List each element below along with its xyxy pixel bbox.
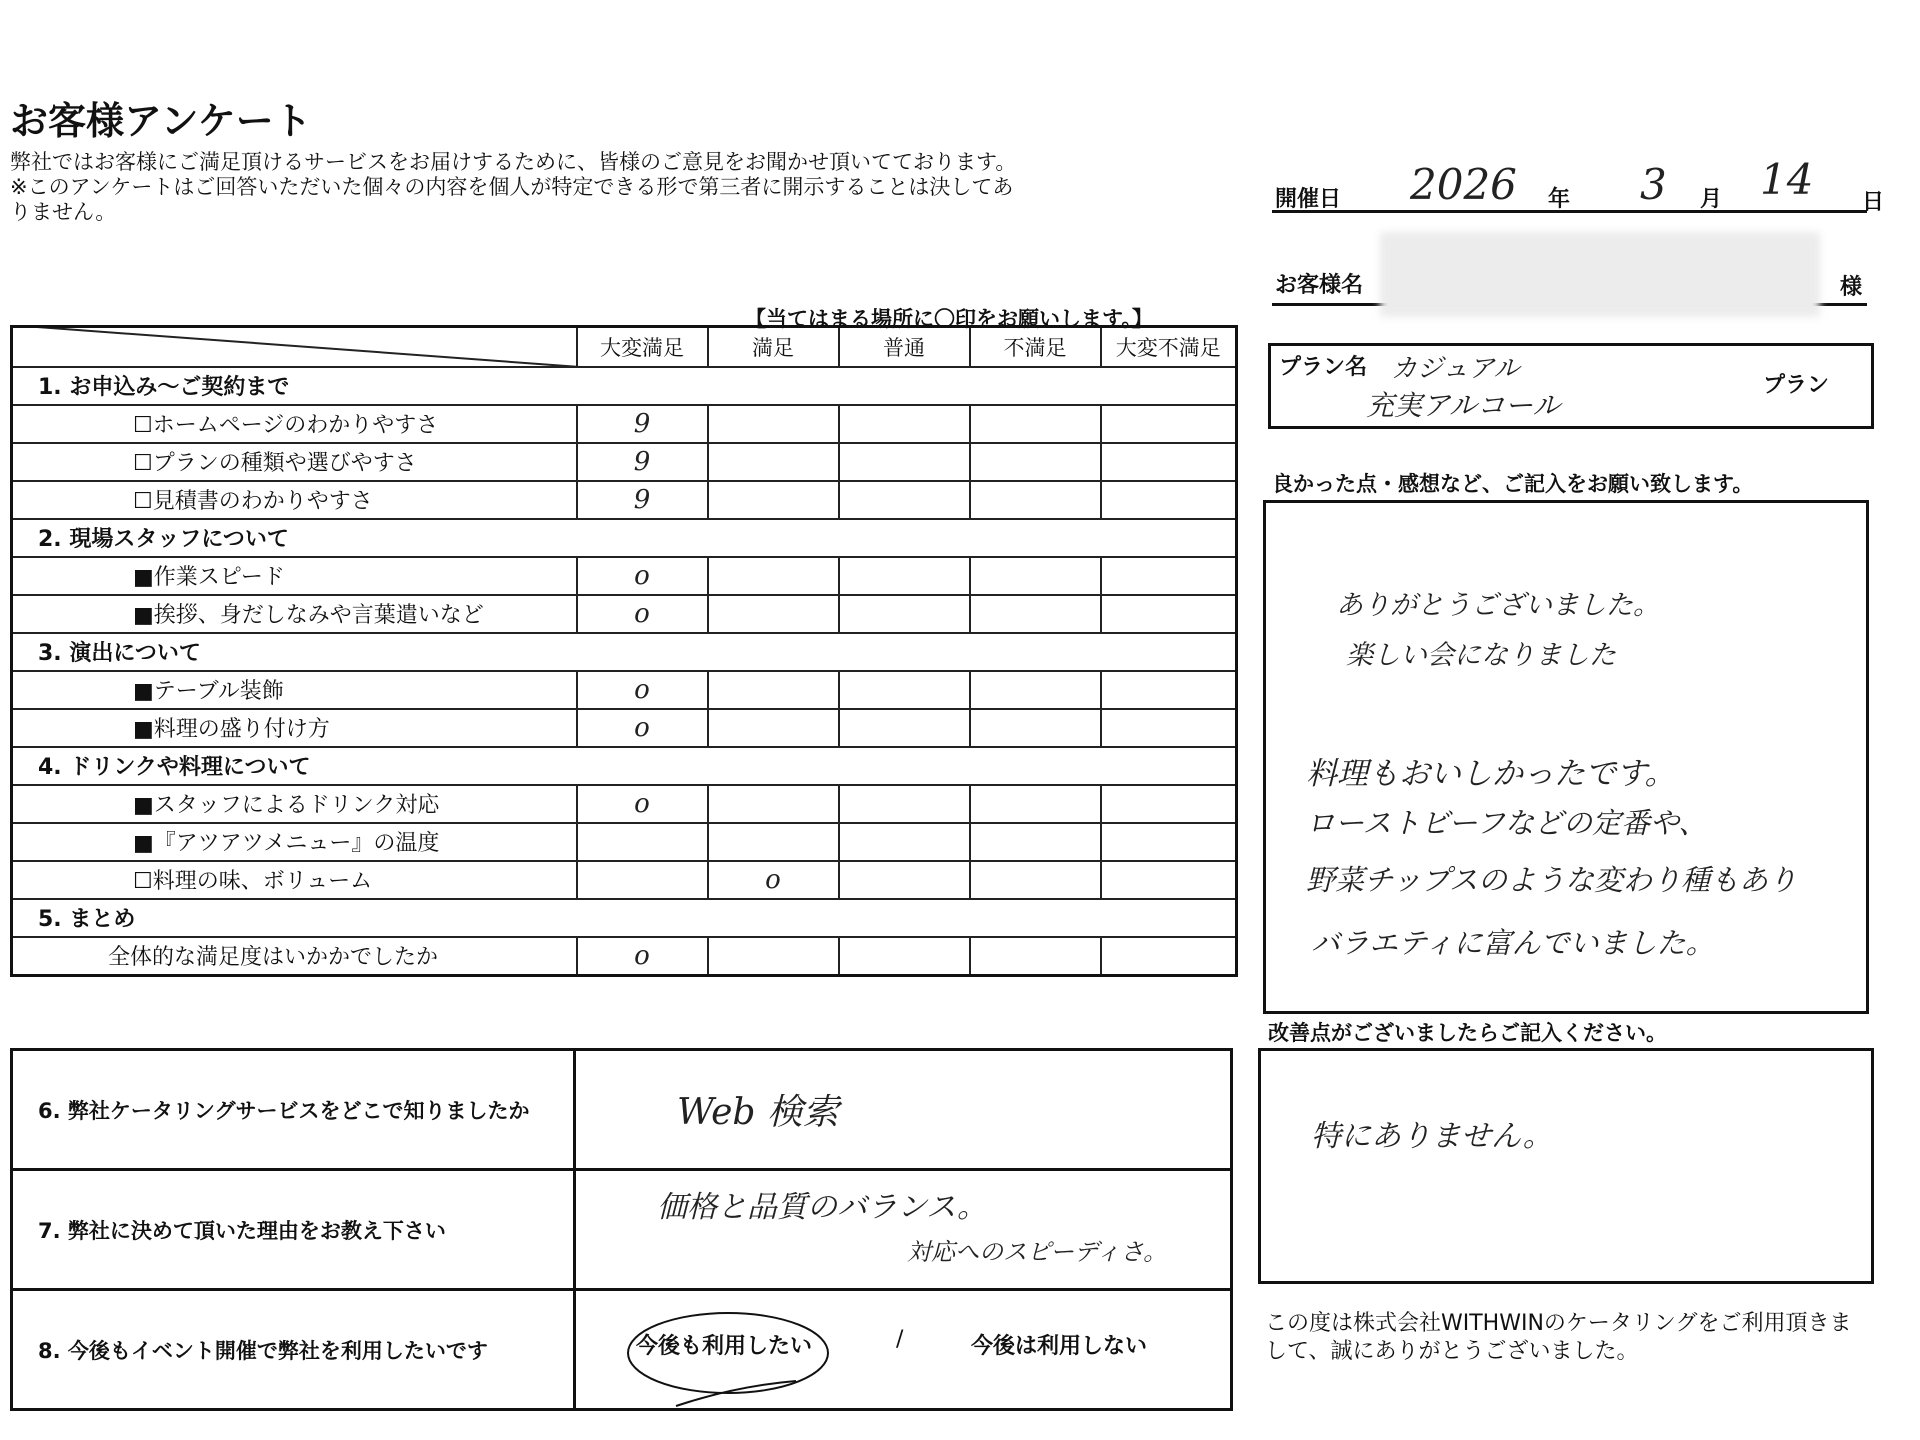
rating-mark: o xyxy=(634,712,650,743)
rating-cell[interactable] xyxy=(970,861,1101,899)
rating-item-row xyxy=(12,481,1237,519)
rating-mark: o xyxy=(634,560,650,591)
question-row xyxy=(12,1290,1232,1410)
rating-cell[interactable] xyxy=(839,595,970,633)
rating-cell[interactable] xyxy=(708,557,839,595)
rating-cell[interactable] xyxy=(577,595,708,633)
good-points-box[interactable] xyxy=(1263,500,1869,1014)
customer-label: お客様名 xyxy=(1275,273,1364,298)
rating-cell[interactable] xyxy=(577,823,708,861)
circle-mark xyxy=(616,1301,846,1411)
rating-mark: o xyxy=(765,864,781,895)
section-row xyxy=(12,899,1237,937)
comment-line: 料理もおいしかったです。 xyxy=(1306,756,1676,792)
rating-item-row xyxy=(12,557,1237,595)
rating-cell[interactable] xyxy=(970,595,1101,633)
rating-cell[interactable] xyxy=(839,671,970,709)
plan-hand-2: 充実アルコール xyxy=(1366,389,1561,422)
rating-cell[interactable] xyxy=(577,405,708,443)
rating-cell[interactable] xyxy=(970,405,1101,443)
answer-text: 価格と品質のバランス。 xyxy=(657,1190,987,1225)
day-unit: 日 xyxy=(1862,190,1885,215)
rating-mark: 9 xyxy=(633,484,651,515)
section-label: 1. お申込み～ご契約まで xyxy=(12,367,1237,405)
rating-cell[interactable] xyxy=(708,405,839,443)
question-row xyxy=(12,1050,1232,1170)
rating-cell[interactable] xyxy=(839,823,970,861)
intro-text xyxy=(10,150,1250,225)
plan-box xyxy=(1268,343,1874,429)
thanks-text: この度は株式会社WITHWINのケータリングをご利用頂きまして、誠にありがとうございました。 xyxy=(1265,1311,1852,1364)
rating-cell[interactable] xyxy=(1101,595,1237,633)
answer-cell[interactable] xyxy=(575,1170,1232,1290)
rating-cell[interactable] xyxy=(839,861,970,899)
comment-line: ローストビーフなどの定番や、 xyxy=(1306,806,1708,840)
section-row xyxy=(12,519,1237,557)
col-satisfied: 満足 xyxy=(708,327,839,367)
rating-cell[interactable] xyxy=(839,443,970,481)
rating-cell[interactable] xyxy=(1101,937,1237,976)
rating-item-row xyxy=(12,823,1237,861)
improvements-text: 特にありません。 xyxy=(1311,1119,1553,1154)
rating-cell[interactable] xyxy=(839,405,970,443)
comment-line: ありがとうございました。 xyxy=(1336,590,1660,621)
customer-name-redacted xyxy=(1380,232,1820,317)
col-unsatisfied: 不満足 xyxy=(970,327,1101,367)
rating-cell[interactable] xyxy=(970,823,1101,861)
rating-cell[interactable] xyxy=(577,785,708,823)
rating-mark: 9 xyxy=(633,446,651,477)
month-unit: 月 xyxy=(1700,187,1723,212)
section-label: 5. まとめ xyxy=(12,899,1237,937)
rating-item-label: ■スタッフによるドリンク対応 xyxy=(12,785,577,823)
rating-item-label: ■挨拶、身だしなみや言葉遣いなど xyxy=(12,595,577,633)
rating-item-label: ■作業スピード xyxy=(12,557,577,595)
rating-mark: o xyxy=(634,674,650,705)
section-label: 2. 現場スタッフについて xyxy=(12,519,1237,557)
rating-item-row xyxy=(12,709,1237,747)
header-row xyxy=(12,327,1237,367)
col-very-satisfied: 大変満足 xyxy=(577,327,708,367)
answer-text-2: 対応へのスピーディさ。 xyxy=(907,1238,1168,1266)
question-label: 6. 弊社ケータリングサービスをどこで知りましたか xyxy=(12,1050,575,1170)
question-table xyxy=(10,1048,1233,1411)
option-separator: / xyxy=(896,1327,904,1352)
rating-cell[interactable] xyxy=(708,709,839,747)
rating-table xyxy=(10,325,1238,977)
rating-cell[interactable] xyxy=(577,937,708,976)
rating-cell[interactable] xyxy=(577,557,708,595)
rating-cell[interactable] xyxy=(970,481,1101,519)
rating-cell[interactable] xyxy=(970,937,1101,976)
question-label: 8. 今後もイベント開催で弊社を利用したいです xyxy=(12,1290,575,1410)
rating-mark: o xyxy=(634,788,650,819)
rating-cell[interactable] xyxy=(577,481,708,519)
rating-cell[interactable] xyxy=(577,861,708,899)
rating-cell[interactable] xyxy=(839,557,970,595)
comment-line: バラエティに富んでいました。 xyxy=(1311,926,1715,960)
rating-cell[interactable] xyxy=(708,443,839,481)
event-month[interactable]: 3 xyxy=(1640,160,1667,209)
rating-item-row xyxy=(12,443,1237,481)
rating-cell[interactable] xyxy=(708,937,839,976)
rating-item-label: ☐見積書のわかりやすさ xyxy=(12,481,577,519)
rating-item-label: ☐料理の味、ボリューム xyxy=(12,861,577,899)
rating-cell[interactable] xyxy=(1101,405,1237,443)
rating-cell[interactable] xyxy=(1101,823,1237,861)
rating-cell[interactable] xyxy=(577,671,708,709)
instruction-text: 【当てはまる場所に〇印をお願いします。】 xyxy=(745,307,1153,331)
rating-cell[interactable] xyxy=(1101,785,1237,823)
section-label: 3. 演出について xyxy=(12,633,1237,671)
event-date-label: 開催日 xyxy=(1275,187,1342,212)
rating-item-row xyxy=(12,595,1237,633)
plan-label: プラン名 xyxy=(1279,355,1368,380)
plan-hand-1: カジュアル xyxy=(1391,354,1520,384)
answer-cell[interactable] xyxy=(575,1050,1232,1170)
rating-item-label: ☐ホームページのわかりやすさ xyxy=(12,405,577,443)
year-unit: 年 xyxy=(1548,187,1571,212)
rating-item-label: ■テーブル装飾 xyxy=(12,671,577,709)
intro-line: ※このアンケートはご回答いただいた個々の内容を個人が特定できる形で第三者に開示することは決してあ xyxy=(10,175,1014,199)
rating-item-row xyxy=(12,405,1237,443)
rating-item-label: ■料理の盛り付け方 xyxy=(12,709,577,747)
rating-item-label: ■『アツアツメニュー』の温度 xyxy=(12,823,577,861)
rating-cell[interactable] xyxy=(1101,443,1237,481)
rating-cell[interactable] xyxy=(1101,861,1237,899)
improvements-box[interactable] xyxy=(1258,1048,1874,1284)
rating-cell[interactable] xyxy=(708,861,839,899)
customer-suffix: 様 xyxy=(1840,275,1863,300)
rating-cell[interactable] xyxy=(970,785,1101,823)
option-yes[interactable]: 今後も利用したい xyxy=(636,1334,813,1359)
question-label: 7. 弊社に決めて頂いた理由をお教え下さい xyxy=(12,1170,575,1290)
rating-cell[interactable] xyxy=(577,709,708,747)
rating-item-row xyxy=(12,785,1237,823)
improvements-title: 改善点がございましたらご記入ください。 xyxy=(1268,1021,1667,1045)
rating-cell[interactable] xyxy=(1101,671,1237,709)
rating-cell[interactable] xyxy=(839,481,970,519)
rating-item-row xyxy=(12,861,1237,899)
event-day[interactable]: 14 xyxy=(1760,155,1814,204)
rating-cell[interactable] xyxy=(708,785,839,823)
rating-cell[interactable] xyxy=(577,443,708,481)
rating-cell[interactable] xyxy=(839,709,970,747)
rating-mark: 9 xyxy=(633,408,651,439)
section-row xyxy=(12,633,1237,671)
plan-suffix: プラン xyxy=(1763,373,1830,398)
question-row xyxy=(12,1170,1232,1290)
rating-mark: o xyxy=(634,940,650,971)
answer-text: Web 検索 xyxy=(677,1092,839,1133)
rating-item-label: ☐プランの種類や選びやすさ xyxy=(12,443,577,481)
event-year[interactable]: 2026 xyxy=(1410,160,1517,209)
rating-cell[interactable] xyxy=(839,785,970,823)
intro-line: 弊社ではお客様にご満足頂けるサービスをお届けするために、皆様のご意見をお聞かせ頂いてております。 xyxy=(10,150,1017,174)
intro-line: りません。 xyxy=(10,200,117,224)
rating-cell[interactable] xyxy=(1101,557,1237,595)
rating-cell[interactable] xyxy=(970,443,1101,481)
rating-item-row xyxy=(12,937,1237,976)
comment-line: 楽しい会になりました xyxy=(1346,640,1616,671)
col-normal: 普通 xyxy=(839,327,970,367)
rating-cell[interactable] xyxy=(708,671,839,709)
option-no[interactable]: 今後は利用しない xyxy=(971,1334,1148,1359)
rating-cell[interactable] xyxy=(708,823,839,861)
rating-cell[interactable] xyxy=(970,709,1101,747)
rating-cell[interactable] xyxy=(708,595,839,633)
rating-cell[interactable] xyxy=(708,481,839,519)
rating-item-row xyxy=(12,671,1237,709)
page-title: お客様アンケート xyxy=(10,99,312,143)
rating-cell[interactable] xyxy=(1101,481,1237,519)
rating-cell[interactable] xyxy=(970,671,1101,709)
rating-item-label: 全体的な満足度はいかかでしたか xyxy=(12,937,577,976)
answer-cell xyxy=(575,1290,1232,1410)
good-points-title: 良かった点・感想など、ご記入をお願い致します。 xyxy=(1272,472,1754,496)
rating-rows xyxy=(12,367,1237,976)
section-row xyxy=(12,367,1237,405)
rating-cell[interactable] xyxy=(839,937,970,976)
comment-line: 野菜チップスのような変わり種もあり xyxy=(1306,863,1797,897)
section-row xyxy=(12,747,1237,785)
section-label: 4. ドリンクや料理について xyxy=(12,747,1237,785)
rating-cell[interactable] xyxy=(1101,709,1237,747)
rating-mark: o xyxy=(634,598,650,629)
col-very-unsatisfied: 大変不満足 xyxy=(1101,327,1237,367)
header-blank xyxy=(12,327,577,367)
rating-cell[interactable] xyxy=(970,557,1101,595)
